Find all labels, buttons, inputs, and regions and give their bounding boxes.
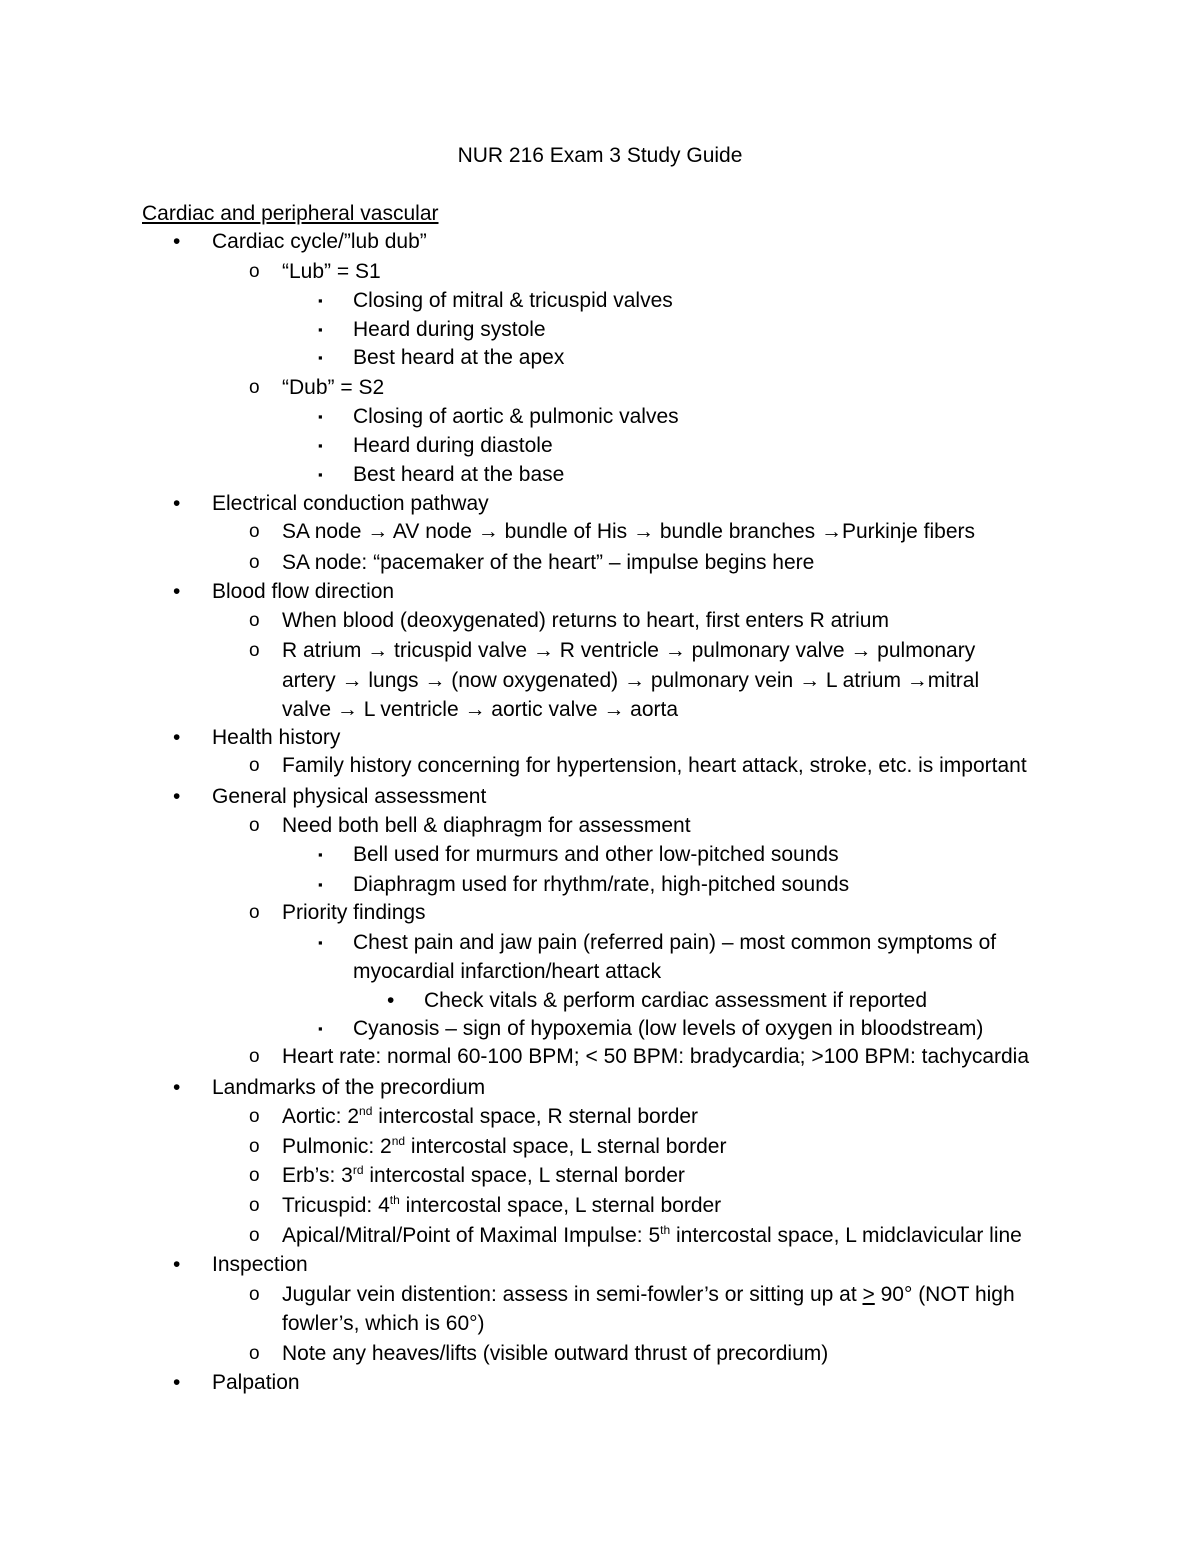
sub-bullet-marker: o [249,521,260,542]
sub-bullet-marker: o [249,1284,260,1305]
list-item: Electrical conduction pathway [212,492,489,515]
sub-bullet-marker: o [249,815,260,836]
bullet-marker: • [173,580,181,603]
list-item: Blood flow direction [212,580,395,603]
list-item: “Dub” = S2 [282,376,385,399]
sub-bullet-marker: o [249,640,260,661]
list-item: Inspection [212,1253,308,1276]
list-item: Cyanosis – sign of hypoxemia (low levels of oxygen in bloodstream) [353,1017,984,1040]
landmark-tricuspid: Tricuspid: 4th intercostal space, L sternal border [282,1193,722,1217]
list-item: Landmarks of the precordium [212,1076,486,1099]
sub-bullet-marker: o [249,1225,260,1246]
sub-bullet-marker: o [249,1106,260,1127]
sub-bullet-marker: o [249,1165,260,1186]
list-item: Closing of aortic & pulmonic valves [353,405,679,428]
square-bullet-marker: ▪ [318,935,323,950]
list-item: Health history [212,726,341,749]
list-item: Chest pain and jaw pain (referred pain) – most common symptoms of [353,931,997,954]
square-bullet-marker: ▪ [318,322,323,337]
list-item: Best heard at the base [353,463,565,486]
document-title: NUR 216 Exam 3 Study Guide [457,144,743,167]
sub-bullet-marker: o [249,1343,260,1364]
list-item: Palpation [212,1371,300,1394]
sub-bullet-marker: o [249,610,260,631]
bullet-marker: • [387,989,395,1012]
bullet-marker: • [173,230,181,253]
list-item: “Lub” = S1 [282,260,381,283]
list-item: Best heard at the apex [353,346,565,369]
list-item: Heard during diastole [353,434,553,457]
list-item: Priority findings [282,901,426,924]
jvd-line: Jugular vein distention: assess in semi-fowler’s or sitting up at > 90° (NOT high [282,1283,1015,1306]
list-item-continuation: fowler’s, which is 60°) [282,1312,485,1335]
list-item-continuation: myocardial infarction/heart attack [353,960,662,983]
list-item: SA node: “pacemaker of the heart” – impulse begins here [282,551,815,574]
bullet-marker: • [173,492,181,515]
list-item: R atrium → tricuspid valve → R ventricle → pulmonary valve → pulmonary [282,639,976,662]
square-bullet-marker: ▪ [318,293,323,308]
square-bullet-marker: ▪ [318,438,323,453]
bullet-marker: • [173,726,181,749]
list-item: Closing of mitral & tricuspid valves [353,289,673,312]
list-item: Diaphragm used for rhythm/rate, high-pitched sounds [353,873,850,896]
landmark-pulmonic: Pulmonic: 2nd intercostal space, L sternal border [282,1134,727,1158]
list-item: Cardiac cycle/”lub dub” [212,230,427,253]
sub-bullet-marker: o [249,377,260,398]
square-bullet-marker: ▪ [318,1021,323,1036]
square-bullet-marker: ▪ [318,409,323,424]
list-item: SA node → AV node → bundle of His → bundle branches →Purkinje fibers [282,520,976,543]
landmark-aortic: Aortic: 2nd intercostal space, R sternal border [282,1104,699,1128]
list-item: Check vitals & perform cardiac assessment if reported [424,989,928,1012]
sub-bullet-marker: o [249,1195,260,1216]
sub-bullet-marker: o [249,755,260,776]
landmark-apical: Apical/Mitral/Point of Maximal Impulse: 5th intercostal space, L midclavicular line [282,1223,1022,1247]
list-item: Heard during systole [353,318,546,341]
sub-bullet-marker: o [249,552,260,573]
square-bullet-marker: ▪ [318,350,323,365]
list-item: Bell used for murmurs and other low-pitched sounds [353,843,839,866]
square-bullet-marker: ▪ [318,847,323,862]
list-item: Family history concerning for hypertension, heart attack, stroke, etc. is important [282,754,1027,777]
list-item-continuation: artery → lungs → (now oxygenated) → pulmonary vein → L atrium →mitral [282,669,980,692]
bullet-marker: • [173,1253,181,1276]
sub-bullet-marker: o [249,1046,260,1067]
square-bullet-marker: ▪ [318,877,323,892]
list-item: When blood (deoxygenated) returns to heart, first enters R atrium [282,609,889,632]
landmark-erbs: Erb’s: 3rd intercostal space, L sternal border [282,1163,685,1187]
sub-bullet-marker: o [249,1136,260,1157]
bullet-marker: • [173,785,181,808]
list-item: Heart rate: normal 60-100 BPM; < 50 BPM: bradycardia; >100 BPM: tachycardia [282,1045,1030,1068]
square-bullet-marker: ▪ [318,467,323,482]
bullet-marker: • [173,1371,181,1394]
bullet-marker: • [173,1076,181,1099]
sub-bullet-marker: o [249,261,260,282]
list-item: General physical assessment [212,785,487,808]
list-item-continuation: valve → L ventricle → aortic valve → aorta [282,698,679,721]
section-heading: Cardiac and peripheral vascular [142,202,439,225]
sub-bullet-marker: o [249,902,260,923]
list-item: Need both bell & diaphragm for assessment [282,814,691,837]
list-item: Note any heaves/lifts (visible outward thrust of precordium) [282,1342,829,1365]
